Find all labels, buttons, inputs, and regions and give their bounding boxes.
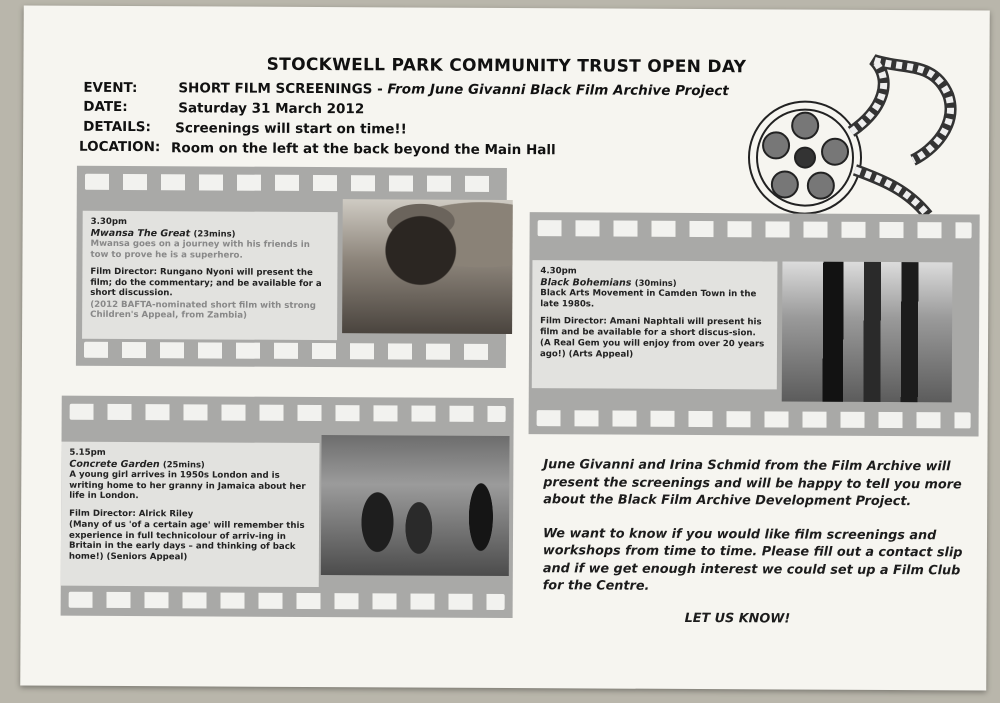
- details-value: Screenings will start on time!!: [175, 120, 407, 138]
- screening-director: Film Director: Rungano Nyoni will present the film; do the commentary; and be available for a short discussion.: [90, 266, 322, 299]
- screening-time: 5.15pm: [69, 447, 106, 458]
- event-value: SHORT FILM SCREENINGS - From June Givanni Black Film Archive Project: [178, 80, 729, 100]
- screening-synopsis: Mwansa goes on a journey with his friends in tow to prove he is a superhero.: [90, 238, 310, 261]
- film-still-mwansa: [342, 199, 513, 334]
- screening-synopsis: Black Arts Movement in Camden Town in the late 1980s.: [540, 288, 757, 309]
- screening-time: 4.30pm: [540, 266, 577, 277]
- location-value: Room on the left at the back beyond the Main Hall: [170, 140, 556, 159]
- screening-synopsis: A young girl arrives in 1950s London and is writing home to her granny in Jamaica about her life in London.: [69, 469, 306, 502]
- film-reel-icon: [743, 39, 974, 230]
- location-label: LOCATION:: [79, 138, 161, 156]
- sprocket-holes: [85, 174, 499, 192]
- event-label: EVENT:: [83, 79, 138, 97]
- screening-panel-1: [82, 211, 338, 340]
- date-label: DATE:: [83, 98, 128, 116]
- screening-panel-3: [61, 442, 320, 587]
- screening-title: Mwansa The Great (23mins): [90, 227, 236, 239]
- poster-title: STOCKWELL PARK COMMUNITY TRUST OPEN DAY: [266, 54, 747, 78]
- screening-time: 3.30pm: [90, 216, 127, 228]
- screening-note: (Many of us 'of a certain age' will remember this experience in full technicolour of arriv-ing in Britain in the early days – and thinking of back home!) (Seniors Appeal): [68, 519, 305, 562]
- details-label: DETAILS:: [83, 118, 151, 136]
- film-still-concrete-garden: [321, 435, 510, 576]
- sprocket-holes: [69, 592, 505, 610]
- film-still-black-bohemians: [782, 261, 953, 402]
- screening-title: Concrete Garden (25mins): [69, 458, 205, 470]
- closing-text: [543, 456, 964, 613]
- event-source: From June Givanni Black Film Archive Project: [387, 81, 729, 100]
- date-value: Saturday 31 March 2012: [178, 100, 365, 118]
- poster: [20, 5, 990, 690]
- screening-title: Black Bohemians (30mins): [540, 276, 677, 289]
- screening-note: (A Real Gem you will enjoy from over 20 years ago!) (Arts Appeal): [539, 338, 765, 360]
- sprocket-holes: [538, 220, 972, 238]
- screening-director: Film Director: Alrick Riley: [69, 508, 194, 519]
- sprocket-holes: [84, 342, 498, 360]
- closing-paragraph-1: June Givanni and Irina Schmid from the Film Archive will present the screenings and will be happy to tell you more about the Black Film Archive Development Project.: [543, 457, 962, 510]
- event-info: [79, 79, 783, 164]
- sprocket-holes: [70, 404, 506, 422]
- screening-note: (2012 BAFTA-nominated short film with strong Children's Appeal, from Zambia): [90, 299, 316, 321]
- closing-paragraph-2: We want to know if you would like film screenings and workshops from time to time. Please fill out a contact slip and if we get enough interest we could set up a Film Club for the Centre.: [542, 525, 963, 594]
- sprocket-holes: [537, 410, 971, 428]
- call-to-action: LET US KNOW!: [684, 610, 791, 627]
- screening-panel-2: [532, 260, 778, 389]
- screening-director: Film Director: Amani Naphtali will present his film and be available for a short discus-sion.: [540, 316, 762, 338]
